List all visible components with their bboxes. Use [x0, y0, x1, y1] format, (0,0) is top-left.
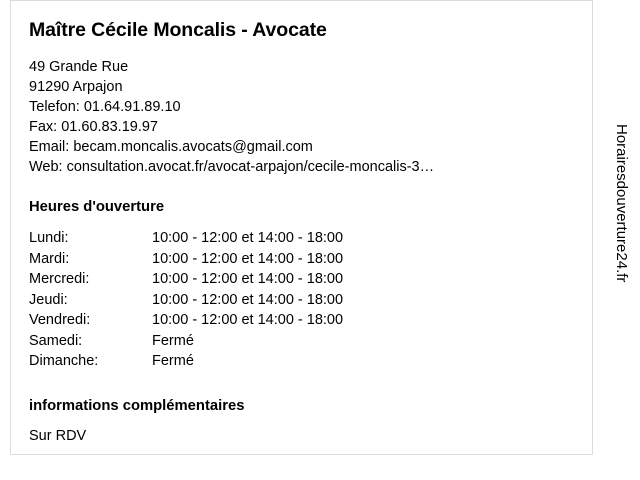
hours-day: Lundi: — [29, 230, 69, 246]
business-info-card — [10, 0, 593, 455]
hours-time: Fermé — [152, 332, 194, 349]
hours-time: 10:00 - 12:00 et 14:00 - 18:00 — [152, 291, 344, 308]
hours-day: Dimanche: — [29, 353, 99, 369]
email-line: Email: becam.moncalis.avocats@gmail.com — [29, 139, 313, 155]
hours-heading: Heures d'ouverture — [29, 199, 165, 215]
phone-line: Telefon: 01.64.91.89.10 — [29, 99, 181, 115]
hours-time: Fermé — [152, 353, 194, 369]
additional-info-heading: informations complémentaires — [29, 397, 245, 414]
table-row — [29, 290, 452, 311]
hours-day: Samedi: — [29, 332, 83, 349]
hours-time: 10:00 - 12:00 et 14:00 - 18:00 — [152, 250, 344, 267]
brand-watermark: Horairesdouverture24.fr — [613, 124, 630, 283]
hours-time: 10:00 - 12:00 et 14:00 - 18:00 — [152, 230, 344, 246]
hours-day: Vendredi: — [29, 312, 91, 328]
table-row — [29, 331, 452, 352]
hours-time: 10:00 - 12:00 et 14:00 - 18:00 — [152, 312, 344, 328]
table-row — [29, 249, 452, 270]
opening-hours-table — [29, 228, 452, 372]
web-line: Web: consultation.avocat.fr/avocat-arpajon/cecile-moncalis-3… — [29, 159, 435, 175]
address-city: 91290 Arpajon — [29, 79, 123, 95]
hours-day: Jeudi: — [29, 291, 68, 308]
table-row — [29, 310, 452, 331]
hours-time: 10:00 - 12:00 et 14:00 - 18:00 — [152, 271, 344, 287]
hours-day: Mardi: — [29, 250, 70, 267]
address-block — [29, 57, 574, 177]
hours-day: Mercredi: — [29, 271, 90, 287]
table-row — [29, 228, 452, 249]
table-row — [29, 269, 452, 290]
card-inner — [11, 1, 592, 446]
fax-line: Fax: 01.60.83.19.97 — [29, 119, 158, 135]
address-street: 49 Grande Rue — [29, 59, 129, 75]
page-title: Maître Cécile Moncalis - Avocate — [29, 19, 327, 41]
additional-info-text: Sur RDV — [29, 427, 87, 444]
table-row — [29, 351, 452, 372]
